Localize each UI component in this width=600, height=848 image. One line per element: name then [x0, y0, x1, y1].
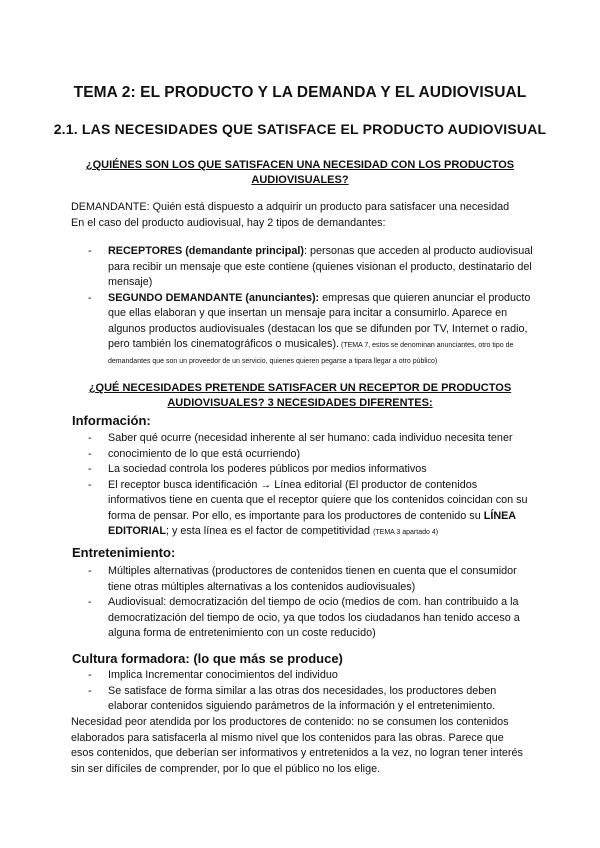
informacion-list	[88, 431, 538, 540]
item4-text: El receptor busca identificación → Línea editorial (El productor de contenidos informativos tiene en cuenta que el receptor quiere que los contenidos coincidan con su forma de pensar. Por ello, es importante para los productores de contenido su	[108, 478, 528, 522]
list-item: - Audiovisual: democratización del tiempo de ocio (medios de com. han contribuido a la democratización del tiempo de ocio, ya que todos los ciudadanos han tenido acceso a alguna forma de entretenimiento con un coste reducido)	[88, 595, 538, 642]
segundo-note: (TEMA 7, estos se denominan anunciantes, otro tipo de demandantes que son un proveedor de un servicio, quienes quieren pegarse a tipara llegar a otro público)	[108, 342, 514, 365]
item4-note: (TEMA 3 apartado 4)	[373, 529, 439, 536]
demandantes-list	[88, 244, 538, 368]
question-2	[60, 381, 540, 411]
question-1	[60, 158, 540, 188]
demandante-paragraph	[71, 200, 541, 231]
section-title: 2.1. LAS NECESIDADES QUE SATISFACE EL PRODUCTO AUDIOVISUAL	[53, 121, 547, 137]
segundo-label: SEGUNDO DEMANDANTE (anunciantes):	[108, 291, 320, 304]
list-item: - Se satisface de forma similar a las otras dos necesidades, los productores deben elaborar contenidos siguiendo parámetros de la información y el entretenimiento.	[88, 684, 538, 715]
list-item	[88, 478, 538, 540]
page-title: TEMA 2: EL PRODUCTO Y LA DEMANDA Y EL AUDIOVISUAL	[73, 84, 527, 101]
informacion-heading: Información:	[72, 413, 151, 428]
cultura-list	[88, 668, 538, 715]
list-item: - La sociedad controla los poderes públicos por medios informativos	[88, 462, 538, 478]
segundo-text: empresas que quieren anunciar el producto que ellas elaboran y que insertan un mensaje para incitar a consumirlo. Aparece en algunos productos audiovisuales (destacan los que se difunden por TV, Internet o radio, pero también los cinematográficos o musicales).	[108, 291, 531, 350]
question-2-line2: AUDIOVISUALES? 3 NECESIDADES DIFERENTES:	[167, 397, 433, 409]
item4-tail: ; y esta línea es el factor de competitividad	[166, 525, 374, 537]
list-item: - conocimiento de lo que está ocurriendo)	[88, 447, 538, 463]
linea-editorial-label: LÍNEA EDITORIAL	[108, 509, 516, 537]
question-1-line2: AUDIOVISUALES?	[251, 174, 349, 186]
list-item: - Saber qué ocurre (necesidad inherente al ser humano: cada individuo necesita tener	[88, 431, 538, 447]
demandante-line1: DEMANDANTE: Quién está dispuesto a adquirir un producto para satisfacer una necesidad	[71, 201, 510, 213]
list-item-receptores	[88, 244, 538, 291]
list-item: - Múltiples alternativas (productores de contenidos tienen en cuenta que el consumidor tiene otras múltiples alternativas a los contenidos audiovisuales)	[88, 564, 538, 595]
receptores-label: RECEPTORES (demandante principal)	[108, 245, 304, 257]
entretenimiento-list	[88, 564, 538, 642]
list-item-segundo	[88, 291, 538, 369]
question-2-line1: ¿QUÉ NECESIDADES PRETENDE SATISFACER UN RECEPTOR DE PRODUCTOS	[88, 382, 512, 394]
demandante-line2: En el caso del producto audiovisual, hay 2 tipos de demandantes:	[71, 216, 386, 229]
list-item: - Implica Incrementar conocimientos del individuo	[88, 668, 538, 684]
cultura-closing: Necesidad peor atendida por los productores de contenido: no se consumen los contenidos elaborados para satisfacerla al mismo nivel que los contenidos para las obras. Parece que esos contenidos, que deberían ser informativos y entretenidos a la vez, no logran tener interés sin ser difíciles de comprender, por lo que el público no los elige.	[71, 716, 523, 775]
entretenimiento-heading: Entretenimiento:	[72, 545, 176, 560]
question-1-line1: ¿QUIÉNES SON LOS QUE SATISFACEN UNA NECESIDAD CON LOS PRODUCTOS	[85, 159, 515, 171]
receptores-text: : personas que acceden al producto audiovisual para recibir un mensaje que este contiene (quienes visionan el producto, destinatario del mensaje)	[108, 245, 533, 288]
cultura-heading: Cultura formadora: (lo que más se produce)	[72, 651, 343, 666]
